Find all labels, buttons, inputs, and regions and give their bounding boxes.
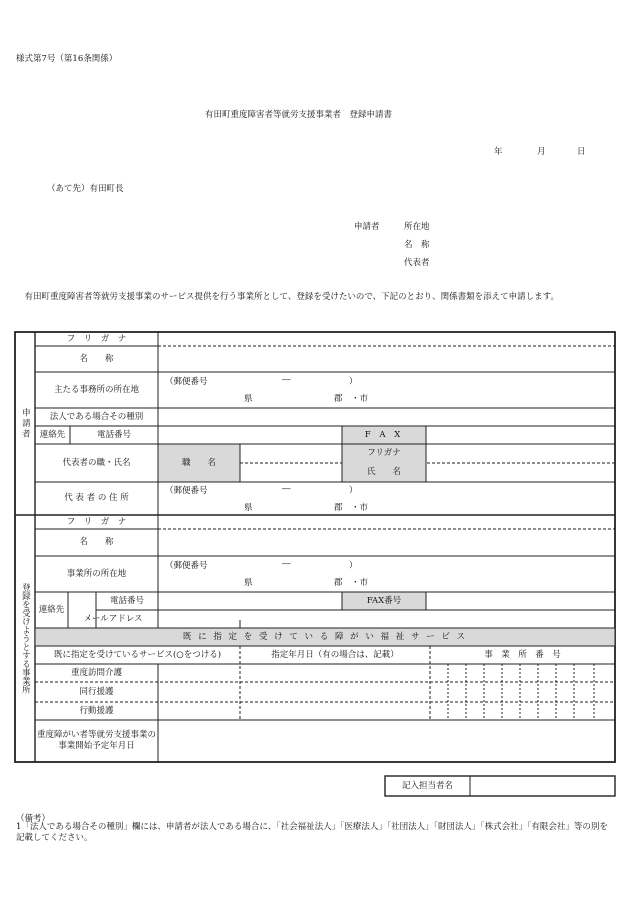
- s1-contact-label: 連絡先: [39, 429, 66, 440]
- page-title: 有田町重度障害者等就労支援事業者 登録申請書: [205, 110, 393, 120]
- s2-name-label: 名 称: [79, 537, 114, 548]
- s2-postal-label: （郵便番号: [165, 561, 208, 571]
- person-in-charge-input[interactable]: [471, 777, 614, 795]
- s2-ken: 県: [244, 578, 253, 588]
- applicant-label: 申請者: [354, 222, 380, 232]
- s2-gun: 郡: [334, 578, 343, 588]
- applicant-rep-label: 代表者: [404, 258, 430, 268]
- s2-phone-label: 電話番号: [109, 595, 144, 606]
- s2-furigana-label: フ リ ガ ナ: [66, 516, 127, 527]
- service-row-2: 同行援護: [79, 686, 114, 697]
- s2-postal-close: ）: [349, 561, 358, 571]
- s1-rep-shi: ・市: [351, 503, 369, 513]
- date-column-header: 指定年月日（有の場合は、記載）: [271, 649, 399, 660]
- s1-postal-dash: ―: [282, 375, 291, 385]
- note-1: 1「法人である場合その種別」欄には、申請者が法人である場合に、「社会福祉法人」「医療法人」「社団法人」「財団法人」「株式会社」「有限会社」等の別を記載してください。: [16, 822, 608, 844]
- service-row-1: 重度訪問介護: [70, 667, 122, 678]
- s1-rep-postal-close: ）: [349, 486, 358, 496]
- notes-title: （備考）: [16, 814, 51, 824]
- start-date-label: 重度障がい者等就労支援事業の事業開始予定年月日: [37, 730, 157, 751]
- applicant-name-label: 名 称: [404, 240, 430, 250]
- s1-rep-gun: 郡: [334, 503, 343, 513]
- s2-postal-dash: ―: [282, 559, 291, 569]
- s1-shoku-label: 職 名: [181, 457, 216, 468]
- section-applicant-label: 申請者: [20, 407, 31, 440]
- addressee: （あて先）有田町長: [47, 184, 124, 194]
- s1-rep-postal-label: （郵便番号: [165, 486, 208, 496]
- date-month: 月: [537, 147, 546, 157]
- s1-name-label: 名 称: [79, 353, 114, 364]
- service-row-3: 行動援護: [79, 705, 114, 716]
- section-office-label: 登録を受けようとする事業所: [20, 583, 31, 694]
- s1-postal-close: ）: [349, 377, 358, 387]
- s1-phone-label: 電話番号: [96, 429, 131, 440]
- s2-faxno-label: FAX番号: [366, 595, 402, 606]
- date-day: 日: [577, 147, 586, 157]
- s1-rep-address-label: 代 表 者 の 住 所: [64, 493, 129, 504]
- form-number: 様式第7号（第16条関係）: [16, 54, 118, 64]
- s1-gun: 郡: [334, 394, 343, 404]
- s1-corp-type-label: 法人である場合その種別: [49, 411, 144, 422]
- s2-contact-label: 連絡先: [38, 604, 65, 615]
- s1-main-office-label: 主たる事務所の所在地: [53, 384, 139, 395]
- s1-rep-title-label: 代表者の職・氏名: [62, 457, 131, 468]
- s1-fax-label: F A X: [364, 429, 404, 440]
- s1-ken: 県: [244, 394, 253, 404]
- s1-furigana-label: フ リ ガ ナ: [66, 333, 127, 344]
- applicant-address-label: 所在地: [404, 222, 430, 232]
- s2-office-label: 事業所の所在地: [66, 568, 127, 579]
- s1-shimei-label: 氏 名: [366, 467, 401, 478]
- s2-shi: ・市: [351, 578, 369, 588]
- designated-services-header: 既 に 指 定 を 受 け て い る 障 が い 福 祉 サ ー ビ ス: [182, 631, 468, 642]
- s2-email-label: メールアドレス: [83, 613, 143, 624]
- person-in-charge-label: 記入担当者名: [401, 780, 453, 791]
- date-year: 年: [494, 147, 503, 157]
- s1-rep-postal-dash: ―: [282, 484, 291, 494]
- s1-shi: ・市: [351, 394, 369, 404]
- s1-rep-ken: 県: [244, 503, 253, 513]
- s1-furigana2-label: フリガナ: [367, 448, 401, 459]
- s1-postal-label: （郵便番号: [165, 377, 208, 387]
- number-column-header: 事 業 所 番 号: [484, 649, 561, 660]
- intro-paragraph: 有田町重度障害者等就労支援事業のサービス提供を行う事業所として、登録を受けたいので、下記のとおり、関係書類を添えて申請します。: [16, 292, 559, 302]
- svc-column-header: 既に指定を受けているサービス(○をつける): [53, 649, 222, 660]
